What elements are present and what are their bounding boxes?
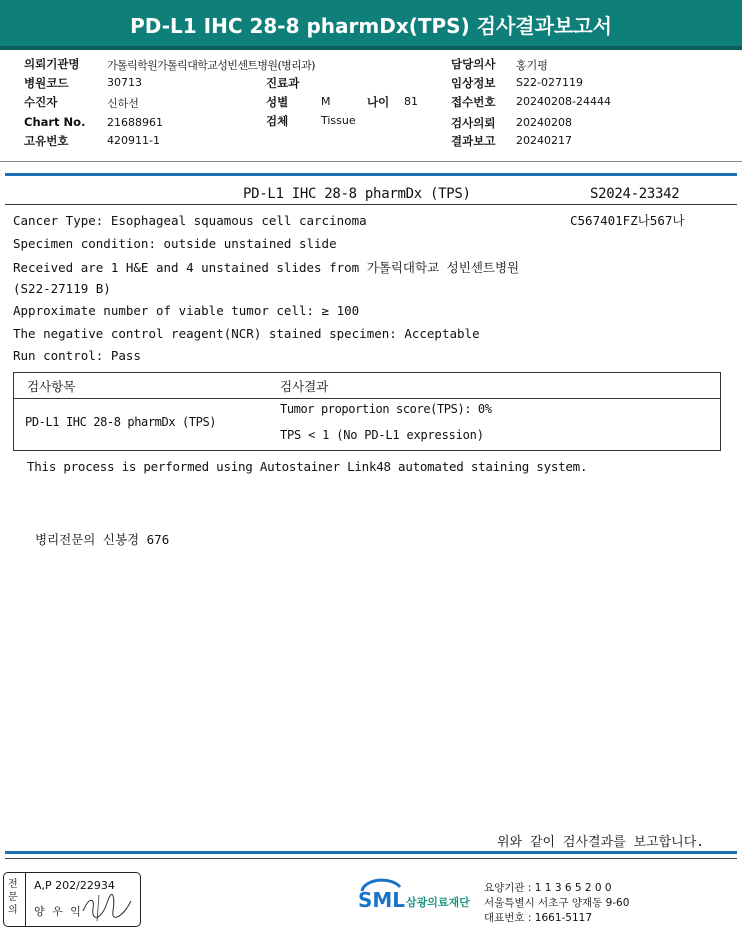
report-title: PD-L1 IHC 28-8 pharmDx(TPS) 검사결과보고서 [130,14,612,38]
table-header-rule [14,398,720,399]
report-date-value: 20240217 [516,134,572,147]
footer-rule-blue [5,851,737,854]
institution-label: 의뢰기관명 [24,57,80,71]
report-line: (S22-27119 B) [13,281,111,296]
stamp-side-label: 전문의 [8,879,18,916]
specimen-label: 검체 [266,114,289,128]
clinical-label: 임상정보 [451,76,496,90]
stamp-name: 양 우 익 [34,905,83,918]
footer-rule-thin [5,858,737,859]
pathologist-signature: 병리전문의 신봉경 676 [35,532,170,547]
hospital-code-label: 병원코드 [24,76,69,90]
report-line: Approximate number of viable tumor cell: ≥ 100 [13,303,360,318]
process-note: This process is performed using Autostainer Link48 automated staining system. [27,459,588,474]
report-line: Run control: Pass [13,348,141,363]
sub-id: C567401FZ나567나 [570,213,685,228]
request-label: 검사의뢰 [451,116,496,130]
result-table [13,372,721,451]
col-header-result: 검사결과 [280,379,329,394]
report-number: S2024-23342 [590,186,680,202]
pathologist-stamp [3,872,141,927]
sex-label: 성별 [266,95,289,109]
org-phone: 대표번호 : 1661-5117 [484,912,593,924]
patient-value: 신하선 [107,97,139,110]
title-bar [0,0,742,50]
patient-label: 수진자 [24,95,58,109]
specimen-value: Tissue [321,114,356,127]
report-date-label: 결과보고 [451,134,496,148]
clinical-value: S22-027119 [516,76,583,89]
unique-label: 고유번호 [24,134,69,148]
test-item-name: PD-L1 IHC 28-8 pharmDx (TPS) [25,415,217,429]
result-tps: Tumor proportion score(TPS): 0% [280,402,492,416]
org-name: 삼광의료재단 [406,896,470,909]
org-address: 서울특별시 서초구 양재동 9-60 [484,897,630,909]
stamp-license: A,P 202/22934 [34,879,115,892]
dept-label: 진료과 [266,76,300,90]
hospital-code-value: 30713 [107,76,142,89]
doctor-value: 홍기평 [516,59,548,72]
report-line: The negative control reagent(NCR) stained specimen: Acceptable [13,326,480,341]
sml-logo-text: SML [358,888,406,912]
result-interpretation: TPS < 1 (No PD-L1 expression) [280,428,484,442]
agency-number: 요양기관 : 1 1 3 6 5 2 0 0 [484,882,612,894]
stamp-divider [25,873,26,926]
request-value: 20240208 [516,116,572,129]
chart-label: Chart No. [24,115,86,129]
receipt-label: 접수번호 [451,95,496,109]
chart-value: 21688961 [107,116,163,129]
report-line: Cancer Type: Esophageal squamous cell carcinoma [13,213,367,228]
report-top-rule [5,173,737,176]
institution-value: 가톨릭학원가톨릭대학교성빈센트병원(병리과) [107,59,315,72]
closing-statement: 위와 같이 검사결과를 보고합니다. [497,835,705,850]
age-label: 나이 [367,95,390,109]
report-line: Specimen condition: outside unstained slide [13,236,337,251]
col-header-item: 검사항목 [27,379,76,394]
doctor-label: 담당의사 [451,57,496,71]
sex-value: M [321,95,331,108]
heading-underline [5,204,737,205]
age-value: 81 [404,95,418,108]
handwritten-signature [79,891,137,923]
report-line: Received are 1 H&E and 4 unstained slides from 가톨릭대학교 성빈센트병원 [13,260,520,275]
test-name-heading: PD-L1 IHC 28-8 pharmDx (TPS) [243,186,471,202]
info-divider [0,161,742,162]
unique-value: 420911-1 [107,134,160,147]
receipt-value: 20240208-24444 [516,95,611,108]
